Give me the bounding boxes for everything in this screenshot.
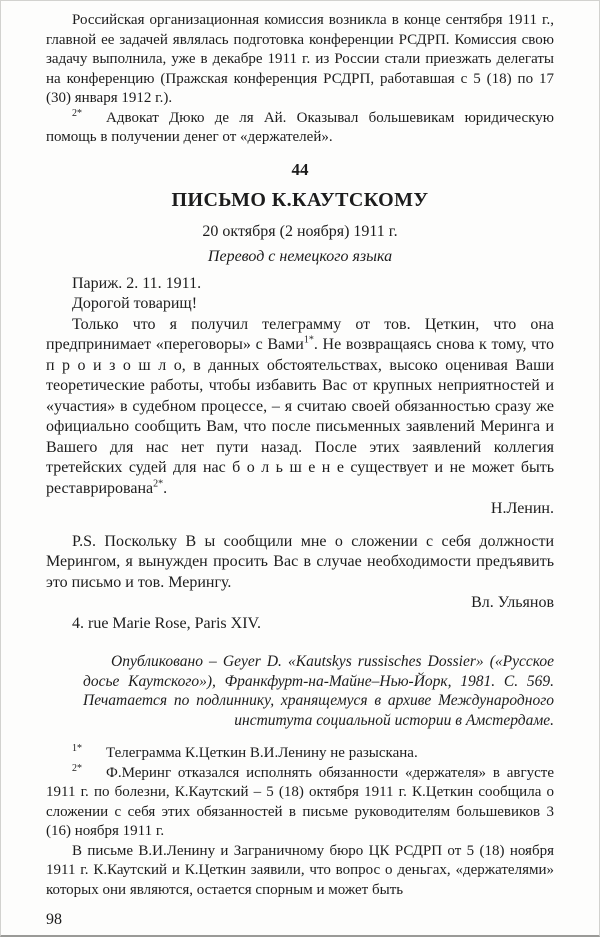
signature-ulyanov: Вл. Ульянов <box>471 594 554 611</box>
footnote-reference-1: 1* <box>303 334 314 346</box>
footnote-continuation-paragraph: В письме В.И.Ленину и Заграничному бюро ЦК РСДРП от 5 (18) ноября 1911 г. К.Каутский и К.Цеткин заявили, что вопрос о деньгах, «держателями» которых они являются, остается спорным и может быть <box>46 842 554 898</box>
letter-paragraph <box>46 315 554 500</box>
letter-postscript: P.S. Поскольку В ы сообщили мне о сложении с себя должности Мерингом, я вынужден просить Вас в случае необходимости предъявить это письмо и тов. Мерингу. <box>46 532 554 591</box>
translation-note: Перевод с немецкого языка <box>207 247 393 265</box>
letter-text-segment: . Не возвращаясь снова к тому, что п р о и з о ш л о, в данных обстоятельствах, высоко оценивая Ваши теоретические работы, чтобы избавить Вас от крупных неприятностей и «участия» в судебном процессе, – я считаю своей обязанностью сразу же официально сообщить Вам, что после письменных заявлений Меринга и Вашего для нас нет пути назад. После этих заявлений коллегия третейских судей для нас б о л ь ш е н е существует и не может быть реставрирована <box>46 336 555 497</box>
document-title: ПИСЬМО К.КАУТСКОМУ <box>171 188 429 211</box>
document-header <box>46 160 554 266</box>
footnote-reference-2: 2* <box>153 478 164 490</box>
letter-salutation: Дорогой товарищ! <box>72 295 198 312</box>
document-date: 20 октября (2 ноября) 1911 г. <box>202 222 398 240</box>
footnote-marker: 1* <box>72 743 82 754</box>
footnote-item <box>46 109 554 148</box>
letter-body <box>46 274 554 635</box>
footnote-item <box>46 744 554 764</box>
footnote-text: Телеграмма К.Цеткин В.И.Ленину не разыскана. <box>106 745 418 761</box>
footnote-item <box>46 764 554 842</box>
footnote-continuation-text: Российская организационная комиссия возникла в конце сентября 1911 г., главной ее задачей являлась подготовка конференции РСДРП. Комиссия свою задачу выполнила, уже в декабре 1911 г. из России стали приезжать делегаты на конференцию (Пражская конференция РСДРП, работавшая с 5 (18) по 17 (30) января 1912 г.). <box>46 12 554 106</box>
footnote-text: Ф.Меринг отказался исполнять обязанности «держателя» в августе 1911 г. по болезни, К.Каутский – 5 (18) октября 1911 г. К.Цеткин сообщила о сложении с себя этих обязанностей в письме руководителям большевиков 3 (16) ноября 1911 г. <box>46 764 554 839</box>
document-number: 44 <box>291 159 309 179</box>
footnotes-block <box>46 744 554 900</box>
publication-note-text: Опубликовано – Geyer D. «Kautskys russisches Dossier» («Русское досье Каутского»), Франкфурт-на-Майне–Нью-Йорк, 1981. С. 569. Печатается по подлиннику, хранящемуся в архиве Международного института социальной истории в Амстердаме. <box>83 653 554 729</box>
signature-lenin: Н.Ленин. <box>490 500 554 517</box>
letter-place-date: Париж. 2. 11. 1911. <box>72 274 202 292</box>
letter-text-segment: Только что я получил телеграмму от тов. Цеткин, что она предпринимает «переговоры» с Вами <box>46 315 554 353</box>
footnote-text: Адвокат Дюко де ля Ай. Оказывал большевикам юридическую помощь в получении денег от «держателей». <box>46 109 554 145</box>
footnote-marker: 2* <box>72 107 82 119</box>
letter-text-segment: . <box>163 479 168 497</box>
page-number: 98 <box>46 911 62 928</box>
letter-address: 4. rue Marie Rose, Paris XIV. <box>72 614 262 632</box>
publication-note <box>83 652 554 730</box>
footnote-marker: 2* <box>72 762 82 774</box>
previous-page-footnotes <box>46 11 554 148</box>
